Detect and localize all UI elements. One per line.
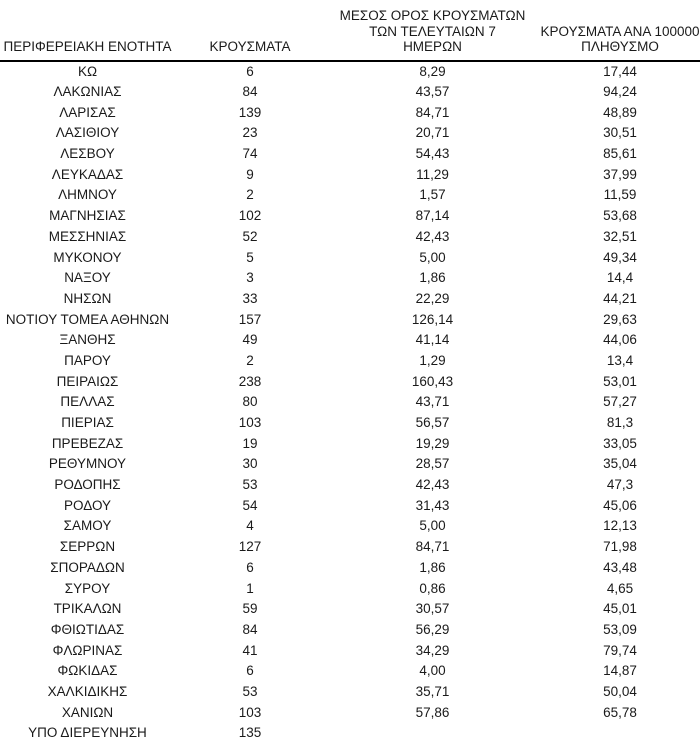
- cell-region: ΦΛΩΡΙΝΑΣ: [52, 642, 123, 658]
- cell-cases: 2: [246, 187, 254, 203]
- cell-cases: 1: [246, 580, 254, 596]
- cell-avg7: 84,71: [415, 104, 450, 120]
- cell-avg7: 34,29: [415, 642, 450, 658]
- cell-region: ΜΥΚΟΝΟΥ: [53, 249, 122, 265]
- cell-region: ΝΑΞΟΥ: [64, 270, 111, 286]
- column-header-line: ΗΜΕΡΩΝ: [403, 39, 462, 54]
- cell-avg7: 56,29: [415, 621, 450, 637]
- cell-avg7: 11,29: [416, 166, 449, 182]
- cell-region: ΛΕΥΚΑΔΑΣ: [51, 166, 124, 182]
- table-row: [0, 329, 700, 350]
- cell-region: ΤΡΙΚΑΛΩΝ: [53, 601, 122, 617]
- column-header-region: [0, 0, 175, 61]
- cell-avg7: 43,71: [415, 394, 450, 410]
- cell-cases: 103: [238, 415, 262, 431]
- cell-per100k: 50,04: [603, 683, 637, 699]
- table-row: [0, 205, 700, 226]
- cell-per100k: 57,27: [603, 394, 637, 410]
- cell-avg7: 126,14: [411, 311, 454, 327]
- cell-cases: 23: [242, 125, 258, 141]
- cell-avg7: 22,29: [415, 290, 450, 306]
- cell-region: ΥΠΟ ΔΙΕΡΕΥΝΗΣΗ: [28, 725, 147, 741]
- cell-per100k: 14,4: [606, 270, 634, 286]
- cell-per100k: 17,44: [603, 63, 637, 79]
- table-row: [0, 495, 700, 516]
- cell-per100k: 30,51: [603, 125, 637, 141]
- cell-avg7: 4,00: [419, 663, 446, 679]
- table-row: [0, 392, 700, 413]
- cell-per100k: 47,3: [606, 477, 634, 493]
- cell-cases: 5: [246, 249, 254, 265]
- table-body: [0, 61, 700, 744]
- cell-per100k: 53,01: [603, 373, 637, 389]
- table-row: [0, 723, 700, 744]
- cell-cases: 53: [242, 683, 258, 699]
- table-row: [0, 536, 700, 557]
- cell-region: ΛΑΣΙΘΙΟΥ: [55, 125, 120, 141]
- cell-cases: 103: [238, 704, 262, 720]
- cell-cases: 102: [238, 208, 262, 224]
- cell-region: ΛΑΚΩΝΙΑΣ: [53, 84, 122, 100]
- cell-cases: 30: [242, 456, 258, 472]
- table-header-row: [0, 0, 700, 61]
- cell-avg7: 42,43: [415, 477, 450, 493]
- column-header-line: ΚΡΟΥΣΜΑΤΑ ΑΝΑ 100000: [540, 23, 700, 39]
- column-header-line: ΚΡΟΥΣΜΑΤΑ: [209, 39, 291, 54]
- cell-region: ΠΙΕΡΙΑΣ: [61, 415, 114, 431]
- cell-region: ΡΕΘΥΜΝΟΥ: [48, 456, 127, 472]
- column-header-per100k: [540, 0, 700, 61]
- cell-region: ΠΕΛΛΑΣ: [60, 394, 115, 410]
- table-row: [0, 578, 700, 599]
- cell-per100k: 44,06: [603, 332, 637, 348]
- cell-per100k: 94,24: [603, 84, 637, 100]
- table-row: [0, 143, 700, 164]
- cell-region: ΠΑΡΟΥ: [64, 352, 111, 368]
- table-row: [0, 640, 700, 661]
- cell-per100k: 37,99: [603, 166, 637, 182]
- cell-avg7: 43,57: [415, 84, 450, 100]
- cell-avg7: 160,43: [411, 373, 454, 389]
- column-header-line: ΠΛΗΘΥΣΜΟ: [581, 39, 659, 54]
- cell-per100k: 29,63: [603, 311, 637, 327]
- cell-per100k: 13,4: [606, 352, 634, 368]
- cell-avg7: 0,86: [419, 580, 446, 596]
- cell-cases: 52: [242, 228, 258, 244]
- table-row: [0, 102, 700, 123]
- table-row: [0, 247, 700, 268]
- cell-cases: 157: [238, 311, 262, 327]
- table-row: [0, 350, 700, 371]
- cell-cases: 80: [242, 394, 258, 410]
- cell-region: ΛΗΜΝΟΥ: [58, 187, 117, 203]
- cell-region: ΠΕΙΡΑΙΩΣ: [56, 373, 119, 389]
- cell-region: ΠΡΕΒΕΖΑΣ: [51, 435, 124, 451]
- cell-avg7: 31,43: [415, 497, 450, 513]
- cell-cases: 6: [246, 663, 254, 679]
- cell-cases: 6: [246, 559, 254, 575]
- cell-per100k: 32,51: [603, 228, 637, 244]
- table-row: [0, 681, 700, 702]
- column-header-line: ΤΩΝ ΤΕΛΕΥΤΑΙΩΝ 7: [369, 23, 496, 39]
- table-row: [0, 226, 700, 247]
- cell-per100k: 43,48: [603, 559, 637, 575]
- cell-cases: 127: [238, 539, 262, 555]
- cell-per100k: 79,74: [603, 642, 637, 658]
- table-row: [0, 433, 700, 454]
- cell-avg7: 41,14: [415, 332, 450, 348]
- table-row: [0, 412, 700, 433]
- table-row: [0, 598, 700, 619]
- cell-per100k: 81,3: [606, 415, 634, 431]
- cell-cases: 84: [242, 84, 258, 100]
- cell-region: ΣΑΜΟΥ: [63, 518, 112, 534]
- cell-region: ΡΟΔΟΥ: [63, 497, 112, 513]
- cell-avg7: 1,57: [419, 187, 446, 203]
- cell-per100k: 45,06: [603, 497, 637, 513]
- cell-avg7: 35,71: [415, 683, 450, 699]
- cell-per100k: 45,01: [603, 601, 637, 617]
- cell-avg7: 42,43: [415, 228, 450, 244]
- table-row: [0, 164, 700, 185]
- cell-region: ΣΕΡΡΩΝ: [59, 539, 116, 555]
- cell-region: ΛΑΡΙΣΑΣ: [59, 104, 116, 120]
- cell-cases: 59: [242, 601, 258, 617]
- cell-region: ΡΟΔΟΠΗΣ: [54, 477, 121, 493]
- table-row: [0, 309, 700, 330]
- table-row: [0, 288, 700, 309]
- cell-per100k: 14,87: [603, 663, 637, 679]
- cell-cases: 74: [242, 146, 258, 162]
- cell-region: ΞΑΝΘΗΣ: [59, 332, 116, 348]
- cell-avg7: [325, 723, 540, 744]
- cell-cases: 238: [238, 373, 262, 389]
- cell-avg7: 56,57: [415, 415, 450, 431]
- column-header-line: ΠΕΡΙΦΕΡΕΙΑΚΗ ΕΝΟΤΗΤΑ: [3, 39, 172, 54]
- cell-avg7: 28,57: [415, 456, 450, 472]
- column-header-cases: [175, 0, 325, 61]
- cell-cases: 135: [238, 725, 262, 741]
- cell-region: ΜΕΣΣΗΝΙΑΣ: [48, 228, 127, 244]
- table-row: [0, 61, 700, 82]
- cell-per100k: 85,61: [603, 146, 637, 162]
- cell-region: ΝΟΤΙΟΥ ΤΟΜΕΑ ΑΘΗΝΩΝ: [5, 311, 170, 327]
- table-row: [0, 185, 700, 206]
- table-row: [0, 516, 700, 537]
- cell-cases: 54: [242, 497, 258, 513]
- cell-avg7: 5,00: [419, 518, 446, 534]
- cell-region: ΚΩ: [77, 63, 98, 79]
- cell-avg7: 20,71: [415, 125, 450, 141]
- table-row: [0, 454, 700, 475]
- cell-cases: 19: [242, 435, 258, 451]
- cell-cases: 9: [246, 166, 254, 182]
- cell-avg7: 84,71: [415, 539, 450, 555]
- cell-cases: 139: [238, 104, 262, 120]
- cell-region: ΦΘΙΩΤΙΔΑΣ: [50, 621, 125, 637]
- table-row: [0, 123, 700, 144]
- cell-region: ΣΥΡΟΥ: [64, 580, 111, 596]
- cell-region: ΧΑΝΙΩΝ: [61, 704, 114, 720]
- cell-cases: 33: [242, 290, 258, 306]
- cell-avg7: 1,86: [419, 270, 446, 286]
- cell-per100k: 12,13: [603, 518, 637, 534]
- cell-avg7: 1,86: [419, 559, 446, 575]
- cell-per100k: 4,65: [606, 580, 634, 596]
- cell-cases: 84: [242, 621, 258, 637]
- table-row: [0, 267, 700, 288]
- cell-avg7: 1,29: [419, 352, 446, 368]
- cell-per100k: 44,21: [603, 290, 637, 306]
- cell-cases: 53: [242, 477, 258, 493]
- cell-avg7: 8,29: [419, 63, 446, 79]
- cell-per100k: 53,09: [603, 621, 637, 637]
- cell-per100k: 49,34: [603, 249, 637, 265]
- cell-cases: 3: [246, 270, 254, 286]
- cell-avg7: 54,43: [415, 146, 450, 162]
- table-row: [0, 81, 700, 102]
- cell-per100k: 53,68: [603, 208, 637, 224]
- cell-avg7: 57,86: [415, 704, 450, 720]
- cell-region: ΣΠΟΡΑΔΩΝ: [50, 559, 125, 575]
- table-row: [0, 619, 700, 640]
- table-row: [0, 660, 700, 681]
- cell-per100k: [540, 723, 700, 744]
- cell-per100k: 71,98: [603, 539, 637, 555]
- cell-avg7: 87,14: [415, 208, 450, 224]
- column-header-line: ΜΕΣΟΣ ΟΡΟΣ ΚΡΟΥΣΜΑΤΩΝ: [339, 8, 526, 23]
- table-row: [0, 557, 700, 578]
- cell-per100k: 48,89: [603, 104, 637, 120]
- table-row: [0, 474, 700, 495]
- cell-region: ΜΑΓΝΗΣΙΑΣ: [49, 208, 126, 224]
- cell-per100k: 11,59: [603, 187, 637, 203]
- cell-avg7: 5,00: [419, 249, 446, 265]
- cell-region: ΦΩΚΙΔΑΣ: [57, 663, 118, 679]
- cell-region: ΧΑΛΚΙΔΙΚΗΣ: [47, 683, 128, 699]
- cell-cases: 2: [246, 352, 254, 368]
- cell-region: ΛΕΣΒΟΥ: [60, 146, 115, 162]
- cell-avg7: 19,29: [415, 435, 450, 451]
- table-row: [0, 702, 700, 723]
- cell-cases: 41: [242, 642, 258, 658]
- cell-per100k: 35,04: [603, 456, 637, 472]
- cell-cases: 49: [242, 332, 258, 348]
- cell-cases: 4: [246, 518, 254, 534]
- table-row: [0, 371, 700, 392]
- cell-avg7: 30,57: [415, 601, 450, 617]
- cell-region: ΝΗΣΩΝ: [63, 290, 112, 306]
- table-header: [0, 0, 700, 61]
- cell-cases: 6: [246, 63, 254, 79]
- cell-per100k: 33,05: [603, 435, 637, 451]
- column-header-avg7: [325, 0, 540, 61]
- cell-per100k: 65,78: [603, 704, 637, 720]
